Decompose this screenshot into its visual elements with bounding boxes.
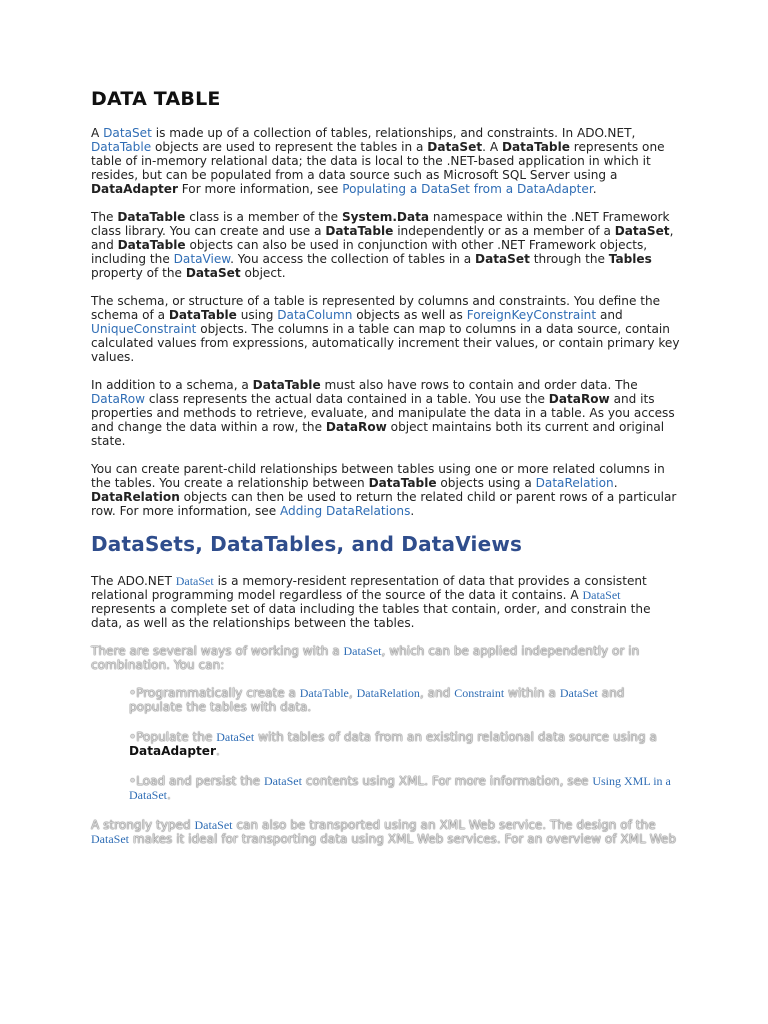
- bullet-icon: •: [129, 774, 137, 788]
- link-datarelation[interactable]: DataRelation: [535, 476, 614, 490]
- bullet-icon: •: [129, 730, 137, 744]
- link-uniqueconstraint[interactable]: UniqueConstraint: [91, 322, 197, 336]
- link-dataset[interactable]: DataSet: [103, 126, 152, 140]
- paragraph-dataset-overview: The ADO.NET DataSet is a memory-resident representation of data that provides a consistent relational programming model regardless of the source of the data it contains. A DataSet represents a complete set of data including the tables that contain, order, and constrain the data, as well as the relationships between the tables.: [91, 574, 651, 630]
- link-datatable[interactable]: DataTable: [91, 140, 152, 154]
- link-foreignkeyconstraint[interactable]: ForeignKeyConstraint: [466, 308, 597, 322]
- paragraph-datatable-class: The DataTable class is a member of the System.Data namespace within the .NET Framework class library. You can create and use a DataTable independently or as a member of a DataSet, and DataTable objects can also be used in conjunction with other .NET Framework objects, including the DataView. You access the collection of tables in a DataSet through the Tables property of the DataSet object.: [91, 210, 674, 280]
- link-datacolumn[interactable]: DataColumn: [277, 308, 353, 322]
- link-adding-datarelations[interactable]: Adding DataRelations: [280, 504, 411, 518]
- bullet-item: •Populate the DataSet with tables of data from an existing relational data source using a DataAdapter.: [129, 730, 657, 758]
- paragraph-ways: There are several ways of working with a DataSet, which can be applied independently or in combination. You can:: [91, 644, 640, 672]
- link-populating-dataset[interactable]: Populating a DataSet from a DataAdapter: [342, 182, 593, 196]
- document-page: [91, 88, 681, 860]
- paragraph-strongly-typed: A strongly typed DataSet can also be transported using an XML Web service. The design of the DataSet makes it ideal for transporting data using XML Web services. For an overview of XML Web: [91, 818, 677, 846]
- link-using-xml[interactable]: Using XML in a DataSet: [129, 774, 671, 802]
- paragraph-relations: You can create parent-child relationships between tables using one or more related columns in the tables. You create a relationship between DataTable objects using a DataRelation. DataRelation objects can then be used to return the related child or parent rows of a particular row. For more information, see Adding DataRelations.: [91, 462, 677, 518]
- link-dataview[interactable]: DataView: [173, 252, 231, 266]
- bullet-item: •Programmatically create a DataTable, DataRelation, and Constraint within a DataSet and populate the tables with data.: [129, 686, 625, 714]
- paragraph-schema: The schema, or structure of a table is represented by columns and constraints. You define the schema of a DataTable using DataColumn objects as well as ForeignKeyConstraint and UniqueConstraint objects. The columns in a table can map to columns in a data source, contain calculated values from expressions, automatically increment their values, or contain primary key values.: [91, 294, 680, 364]
- bullet-item: •Load and persist the DataSet contents using XML. For more information, see Using XML in a DataSet.: [129, 774, 671, 802]
- section-heading: DataSets, DataTables, and DataViews: [91, 532, 523, 556]
- link-datarow[interactable]: DataRow: [91, 392, 146, 406]
- bullet-icon: •: [129, 686, 137, 700]
- paragraph-rows: In addition to a schema, a DataTable must also have rows to contain and order data. The DataRow class represents the actual data contained in a table. You use the DataRow and its properties and methods to retrieve, evaluate, and manipulate the data in a table. As you access and change the data within a row, the DataRow object maintains both its current and original state.: [91, 378, 675, 448]
- page-title: DATA TABLE: [91, 88, 221, 110]
- paragraph-intro: A DataSet is made up of a collection of tables, relationships, and constraints. In ADO.NET, DataTable objects are used to represent the tables in a DataSet. A DataTable represents one table of in-memory relational data; the data is local to the .NET-based application in which it resides, but can be populated from a data source such as Microsoft SQL Server using a DataAdapter For more information, see Populating a DataSet from a DataAdapter.: [91, 126, 665, 196]
